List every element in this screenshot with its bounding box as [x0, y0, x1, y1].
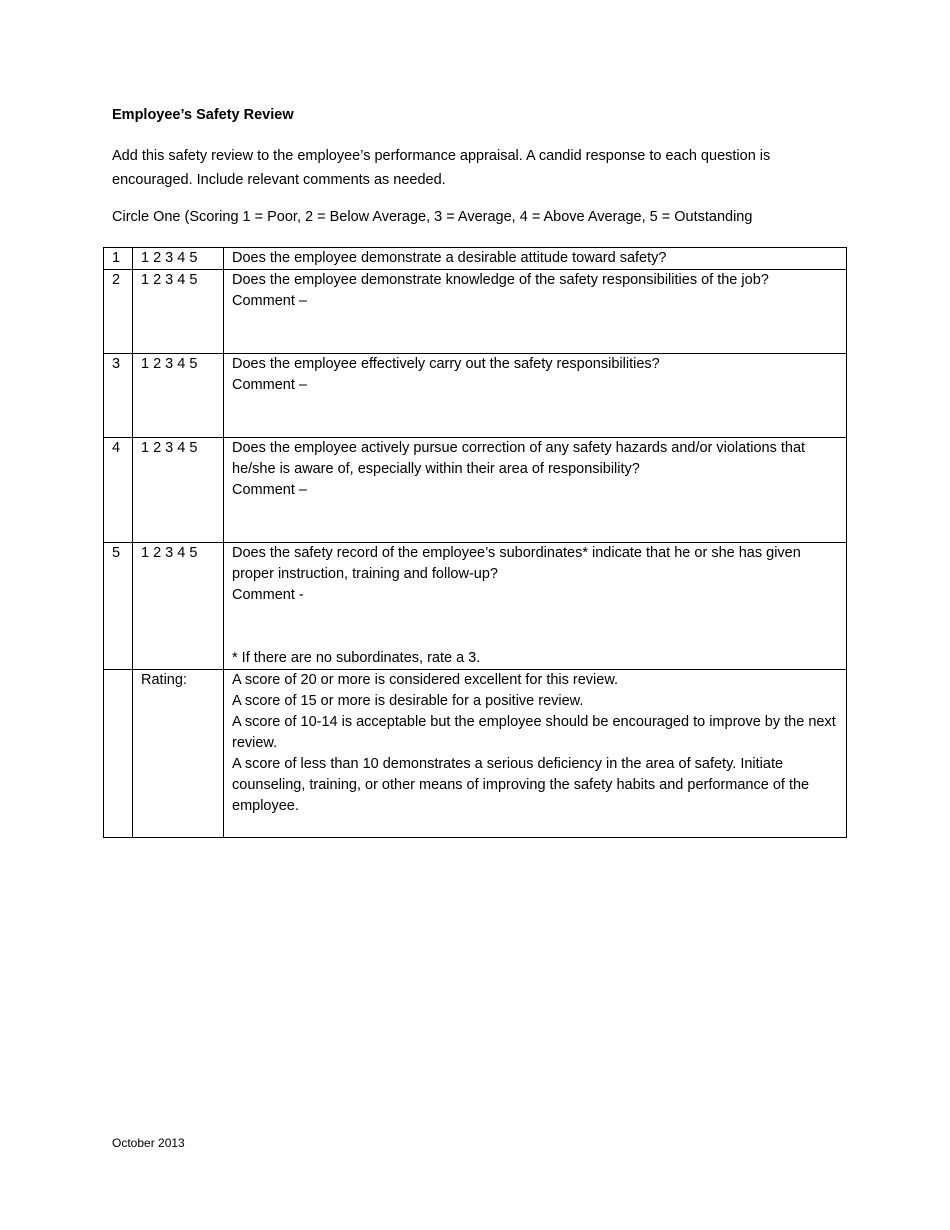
rating-label: Rating: — [133, 670, 224, 838]
safety-review-table — [103, 247, 847, 838]
score-options[interactable]: 1 2 3 4 5 — [133, 270, 224, 354]
row-number: 1 — [104, 248, 133, 270]
score-options[interactable]: 1 2 3 4 5 — [133, 543, 224, 670]
row-number: 3 — [104, 354, 133, 438]
question-text: Does the employee demonstrate knowledge of the safety responsibilities of the job? — [232, 272, 769, 288]
score-options[interactable]: 1 2 3 4 5 — [133, 438, 224, 543]
empty-cell — [104, 670, 133, 838]
comment-label[interactable]: Comment - — [232, 587, 304, 603]
comment-label[interactable]: Comment – — [232, 377, 307, 393]
table-row — [104, 270, 847, 354]
rating-row — [104, 670, 847, 838]
comment-label[interactable]: Comment – — [232, 482, 307, 498]
intro-paragraph: Add this safety review to the employee’s performance appraisal. A candid response to each question is encouraged. Include relevant comments as needed. — [112, 148, 771, 188]
rating-line: A score of 10-14 is acceptable but the employee should be encouraged to improve by the next review. — [232, 714, 836, 751]
question-text: Does the employee actively pursue correction of any safety hazards and/or violations that he/she is aware of, especially within their area of responsibility? — [232, 440, 806, 477]
table-row — [104, 248, 847, 270]
table-row — [104, 543, 847, 670]
footer-date: October 2013 — [112, 1136, 185, 1150]
comment-label[interactable]: Comment – — [232, 293, 307, 309]
rating-line: A score of 15 or more is desirable for a positive review. — [232, 693, 584, 709]
table-row — [104, 438, 847, 543]
rating-line: A score of 20 or more is considered excellent for this review. — [232, 672, 619, 688]
rating-guidance — [224, 670, 847, 838]
rating-line: A score of less than 10 demonstrates a serious deficiency in the area of safety. Initiate counseling, training, or other means of improving the safety habits and performance of the employee. — [232, 756, 810, 814]
question-cell — [224, 270, 847, 354]
question-text: Does the employee demonstrate a desirable attitude toward safety? — [232, 250, 667, 266]
question-cell — [224, 438, 847, 543]
score-options[interactable]: 1 2 3 4 5 — [133, 354, 224, 438]
question-cell — [224, 248, 847, 270]
row-number: 4 — [104, 438, 133, 543]
row-number: 5 — [104, 543, 133, 670]
question-cell — [224, 543, 847, 670]
question-text: Does the employee effectively carry out the safety responsibilities? — [232, 356, 660, 372]
question-cell — [224, 354, 847, 438]
question-text: Does the safety record of the employee’s subordinates* indicate that he or she has given proper instruction, training and follow-up? — [232, 545, 801, 582]
row-number: 2 — [104, 270, 133, 354]
table-row — [104, 354, 847, 438]
scoring-instructions: Circle One (Scoring 1 = Poor, 2 = Below Average, 3 = Average, 4 = Above Average, 5 = Outstanding — [112, 209, 753, 225]
score-options[interactable]: 1 2 3 4 5 — [133, 248, 224, 270]
subordinates-note: * If there are no subordinates, rate a 3. — [232, 650, 481, 666]
document-title: Employee’s Safety Review — [112, 107, 294, 123]
